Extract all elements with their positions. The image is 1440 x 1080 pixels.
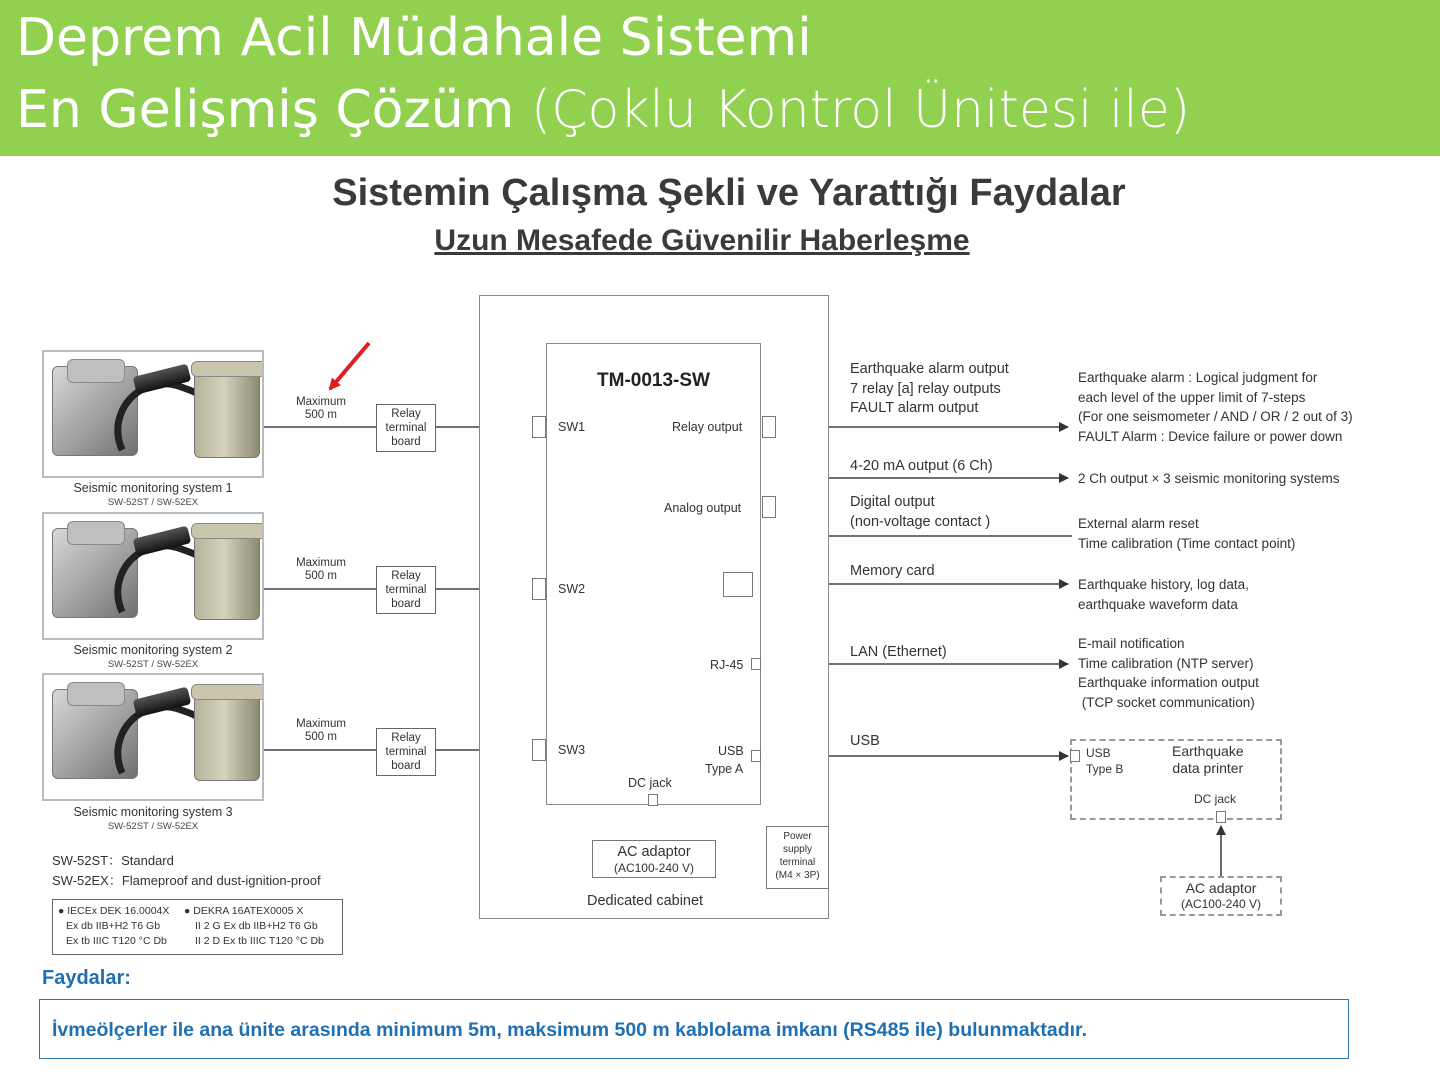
output-line: Earthquake alarm output: [850, 361, 1009, 377]
relay-line: Relay: [391, 732, 421, 744]
ps-line: Power: [783, 831, 812, 842]
sw3-port: [532, 739, 546, 761]
relay-output-label: Relay output: [672, 420, 743, 434]
relay-output-port: [762, 416, 776, 438]
sw1-label: SW1: [558, 420, 586, 434]
ac-adaptor-title: AC adaptor: [617, 844, 691, 860]
cert-line: ● DEKRA 16ATEX0005 X: [184, 905, 304, 917]
benefit-text: İvmeölçerler ile ana ünite arasında minimum 5m, maksimum 500 m kablolama imkanı (RS485 ile) bulunmaktadır.: [52, 1019, 1087, 1041]
legend-flameproof: SW-52EX：Flameproof and dust-ignition-proof: [52, 873, 321, 888]
ac-adaptor2-voltage: (AC100-240 V): [1180, 897, 1262, 911]
printer-dc-jack: [1216, 811, 1226, 823]
result-line: each level of the upper limit of 7-steps: [1078, 389, 1306, 405]
relay-terminal-board-2: [376, 566, 436, 614]
dc-jack-label: DC jack: [628, 776, 672, 790]
cert-line: Ex db IIB+H2 T6 Gb: [66, 920, 161, 932]
legend-standard: SW-52ST：Standard: [52, 853, 174, 868]
result-line: (TCP socket communication): [1078, 694, 1255, 710]
tm-unit-title: TM-0013-SW: [597, 370, 710, 391]
page-subtitle-underlined: Uzun Mesafede Güvenilir Haberleşme: [434, 224, 970, 257]
result-line: Earthquake alarm : Logical judgment for: [1078, 370, 1318, 385]
usb-description: USB: [850, 733, 880, 749]
system-model-3: SW-52ST / SW-52EX: [107, 821, 199, 832]
max-distance-label-3: [284, 718, 358, 744]
seismometer-photo-3: [42, 673, 264, 801]
pointer-arrow: [330, 343, 369, 389]
ps-line: terminal: [779, 857, 816, 868]
system-caption-1: Seismic monitoring system 1: [73, 481, 233, 495]
benefit-box: [39, 999, 1349, 1059]
result-line: Time calibration (NTP server): [1078, 655, 1254, 671]
relay-line: board: [391, 436, 421, 448]
cert-dekra: [184, 904, 324, 949]
page-subtitle: Sistemin Çalışma Şekli ve Yarattığı Faydalar: [332, 172, 1126, 214]
output-line: 7 relay [a] relay outputs: [850, 380, 1001, 397]
system-caption-2: Seismic monitoring system 2: [73, 643, 233, 657]
header-banner: [0, 0, 1440, 156]
memory-card-slot: [723, 572, 753, 597]
relay-line: terminal: [385, 422, 427, 434]
result-line: E-mail notification: [1078, 636, 1185, 651]
system-model-2: SW-52ST / SW-52EX: [107, 659, 199, 670]
output-line: (non-voltage contact ): [850, 513, 991, 530]
junction-box-icon: [194, 528, 260, 620]
lan-result: [1078, 634, 1259, 712]
printer-usb-line: USB: [1086, 746, 1111, 760]
relay-output-description: [850, 360, 1009, 419]
printer-usb-line: Type B: [1086, 762, 1124, 776]
header-title-paren: (Çoklu Kontrol Ünitesi ile): [530, 80, 1191, 140]
printer-usb-label: [1086, 745, 1123, 777]
relay-line: board: [391, 760, 421, 772]
printer-title: [1172, 743, 1244, 777]
header-title-main: En Gelişmiş Çözüm: [16, 80, 531, 140]
relay-line: Relay: [391, 408, 421, 420]
certification-box: [52, 899, 343, 955]
usb-type-a-port: [751, 750, 761, 762]
relay-result: [1078, 368, 1353, 446]
result-line: FAULT Alarm : Device failure or power down: [1078, 428, 1343, 444]
digital-output-description: [850, 493, 990, 532]
max-label-word: Maximum: [296, 718, 346, 730]
ac-adaptor2-title: AC adaptor: [1185, 880, 1257, 896]
result-line: Earthquake history, log data,: [1078, 577, 1249, 592]
analog-output-port: [762, 496, 776, 518]
printer-title-line: data printer: [1172, 760, 1244, 776]
result-line: (For one seismometer / AND / OR / 2 out of 3): [1078, 409, 1353, 424]
relay-terminal-board-3: [376, 728, 436, 776]
memory-card-description: Memory card: [850, 563, 935, 579]
benefits-heading: Faydalar:: [42, 967, 131, 989]
lan-description: LAN (Ethernet): [850, 644, 947, 660]
system-caption-3: Seismic monitoring system 3: [73, 805, 233, 819]
relay-line: Relay: [391, 570, 421, 582]
printer-title-line: Earthquake: [1172, 743, 1244, 759]
analog-output-description: 4-20 mA output (6 Ch): [850, 458, 993, 474]
sw1-port: [532, 416, 546, 438]
relay-terminal-board-1: [376, 404, 436, 452]
max-label-value: 500 m: [305, 570, 337, 582]
header-title-line2: [16, 80, 1190, 140]
relay-line: terminal: [385, 584, 427, 596]
output-line: FAULT alarm output: [850, 400, 979, 416]
header-title-line1: Deprem Acil Müdahale Sistemi: [16, 8, 812, 68]
ps-line: supply: [783, 844, 812, 855]
cert-line: Ex tb IIIC T120 °C Db: [66, 935, 167, 947]
max-label-word: Maximum: [296, 557, 346, 569]
usb-label: USB: [718, 744, 744, 758]
cert-line: II 2 D Ex tb IIIC T120 °C Db: [195, 935, 324, 947]
earthquake-data-printer: [1070, 739, 1282, 820]
seismometer-photo-1: [42, 350, 264, 478]
result-line: External alarm reset: [1078, 516, 1199, 531]
cabinet-label: Dedicated cabinet: [587, 893, 704, 909]
sw2-label: SW2: [558, 582, 586, 596]
output-line: Digital output: [850, 494, 935, 510]
rj45-port: [751, 658, 761, 670]
sw2-port: [532, 578, 546, 600]
ac-adaptor-box: [592, 840, 716, 878]
max-label-value: 500 m: [305, 409, 337, 421]
max-label-word: Maximum: [296, 396, 346, 408]
usb-type-b-port: [1070, 750, 1080, 762]
max-distance-label-1: [284, 396, 358, 422]
system-model-1: SW-52ST / SW-52EX: [107, 497, 199, 508]
cert-line: ● IECEx DEK 16.0004X: [58, 905, 170, 917]
seismometer-photo-2: [42, 512, 264, 640]
analog-output-label: Analog output: [664, 501, 742, 515]
memory-result: [1078, 575, 1249, 614]
analog-result: 2 Ch output × 3 seismic monitoring systems: [1078, 471, 1340, 486]
relay-line: board: [391, 598, 421, 610]
usb-type-label: Type A: [705, 762, 744, 776]
ac-adaptor-voltage: (AC100-240 V): [613, 861, 695, 875]
relay-line: terminal: [385, 746, 427, 758]
cert-line: II 2 G Ex db IIB+H2 T6 Gb: [195, 920, 318, 932]
junction-box-icon: [194, 366, 260, 458]
result-line: Time calibration (Time contact point): [1078, 535, 1296, 551]
printer-ac-adaptor: [1160, 876, 1282, 916]
sw3-label: SW3: [558, 743, 586, 757]
result-line: Earthquake information output: [1078, 675, 1259, 690]
max-distance-label-2: [284, 557, 358, 583]
junction-box-icon: [194, 689, 260, 781]
dc-jack-port: [648, 794, 658, 806]
printer-dc-jack-label: DC jack: [1194, 792, 1237, 806]
external-input: [1078, 514, 1295, 553]
result-line: earthquake waveform data: [1078, 596, 1238, 612]
rj45-label: RJ-45: [710, 658, 744, 672]
ps-line: (M4 × 3P): [775, 870, 820, 881]
power-supply-terminal: [766, 826, 829, 889]
max-label-value: 500 m: [305, 731, 337, 743]
cert-iecex: [58, 904, 169, 949]
